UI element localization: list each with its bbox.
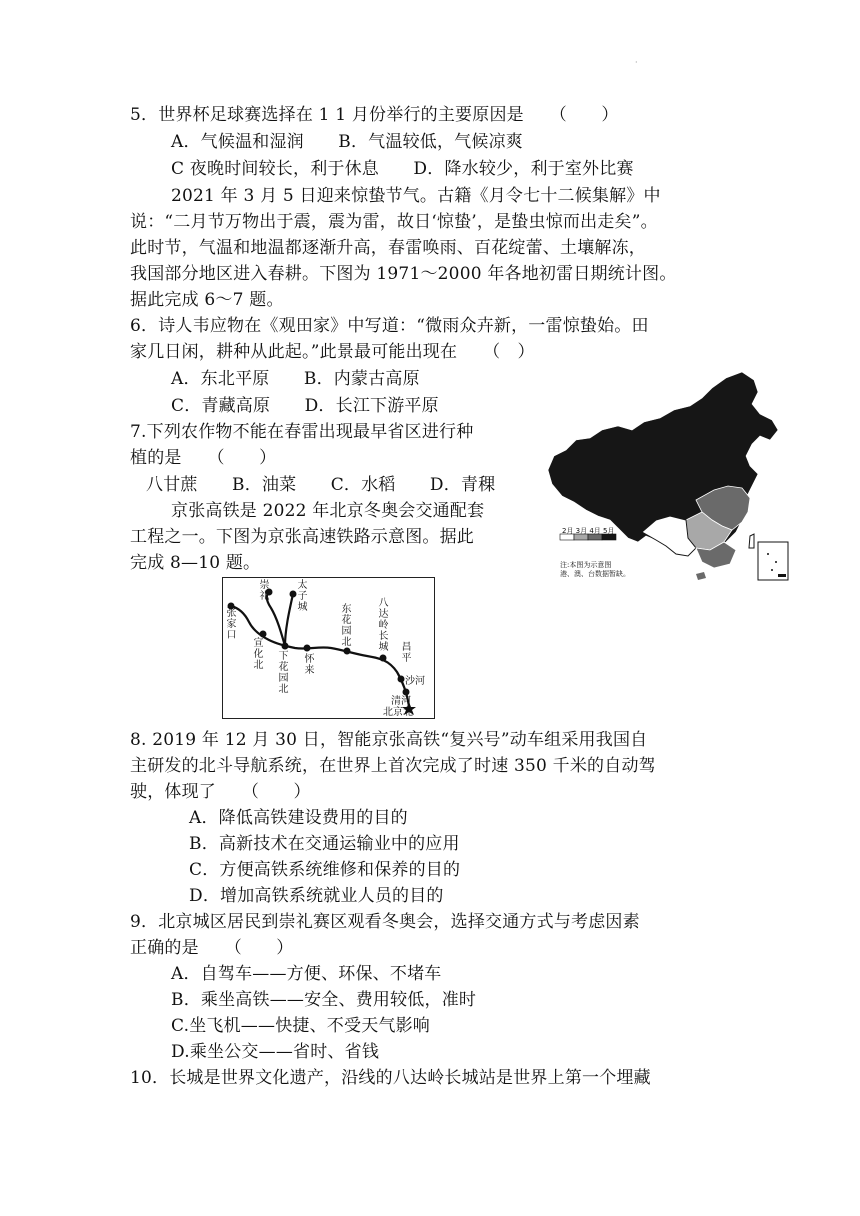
q7-stem-line2: 植的是 （ ） — [130, 448, 277, 468]
station-dot-badaling — [380, 655, 387, 662]
passage1-line5: 据此完成 6～7 题。 — [130, 290, 284, 310]
map-note-line1: 注:本图为示意图 — [560, 561, 612, 569]
q9-option-c: C.坐飞机——快捷、不受天气影响 — [171, 1016, 431, 1036]
station-dot-donghuayuanbei — [344, 648, 351, 655]
q8-option-c: C．方便高铁系统维修和保养的目的 — [189, 860, 461, 880]
q8-option-a: A．降低高铁建设费用的目的 — [189, 808, 408, 828]
station-label-zhangjiakou: 张家口 — [226, 608, 237, 641]
inset-scale — [778, 574, 786, 577]
q9-option-d: D.乘坐公交——省时、省钱 — [171, 1042, 380, 1062]
q8-stem-line2: 主研发的北斗导航系统，在世界上首次完成了时速 350 千米的自动驾 — [130, 756, 656, 776]
station-dot-taizicheng — [290, 591, 297, 598]
station-label-badaling: 八达岭长城 — [378, 598, 389, 653]
q6-stem-line1: 6．诗人韦应物在《观田家》中写道：“微雨众卉新，一雷惊蛰始。田 — [130, 316, 649, 336]
railway-taizicheng-branch — [285, 594, 293, 646]
q6-stem-line2: 家几日闲，耕种从此起。”此景最可能出现在 （ ） — [130, 342, 535, 362]
passage2-line1: 京张高铁是 2022 年北京冬奥会交通配套 — [171, 501, 485, 521]
page-dot: · — [635, 58, 638, 67]
q7-options: 八甘蔗 B．油菜 C．水稻 D．青稞 — [146, 475, 496, 495]
station-label-changping: 昌平 — [401, 642, 412, 664]
q6-options-ab: A．东北平原 B．内蒙古高原 — [171, 369, 420, 389]
station-label-shahe: 沙河 — [405, 676, 425, 687]
region-hainan — [696, 572, 706, 580]
station-label-qinghe: 清河 — [391, 696, 411, 707]
region-taiwan — [749, 534, 754, 548]
station-dot-changping — [398, 676, 405, 683]
jingzhang-railway-diagram — [222, 577, 435, 719]
map-note-line2: 港、澳、台数据暂缺。 — [560, 570, 630, 578]
china-first-thunder-map — [546, 370, 800, 584]
q9-stem-line1: 9．北京城区居民到崇礼赛区观看冬奥会，选择交通方式与考虑因素 — [130, 912, 640, 932]
station-label-chongli: 崇礼 — [259, 580, 270, 602]
q9-option-b: B．乘坐高铁——安全、费用较低，准时 — [171, 990, 477, 1010]
map-legend-months: 2月 3月 4月 5月 — [562, 527, 615, 535]
passage2-line2: 工程之一。下图为京张高速铁路示意图。据此 — [130, 527, 474, 547]
passage1-line4: 我国部分地区进入春耕。下图为 1971～2000 年各地初雷日期统计图。 — [130, 264, 677, 284]
china-map-svg — [546, 370, 800, 584]
q5-stem: 5．世界杯足球赛选择在 1 1 月份举行的主要原因是 （ ） — [130, 105, 619, 125]
passage1-line2: 说：“二月节万物出于震，震为雷，故日‘惊蛰’，是蛰虫惊而出走矣”。 — [130, 212, 658, 232]
passage1-line3: 此时节，气温和地温都逐渐升高，春雷唤雨、百花绽蕾、土壤解冻， — [130, 238, 646, 258]
q8-option-b: B．高新技术在交通运输业中的应用 — [189, 834, 460, 854]
passage2-line3: 完成 8—10 题。 — [130, 553, 261, 573]
station-label-beijingbei: 北京北 — [383, 707, 413, 718]
passage1-line1: 2021 年 3 月 5 日迎来惊蛰节气。古籍《月令七十二候集解》中 — [171, 186, 661, 206]
station-label-huailai: 怀来 — [304, 654, 315, 676]
q7-stem-line1: 7.下列农作物不能在春雷出现最早省区进行种 — [130, 422, 474, 442]
inset-island — [775, 561, 777, 563]
inset-island — [771, 569, 773, 571]
q9-option-a: A．自驾车——方便、环保、不堵车 — [171, 964, 442, 984]
station-label-xiahuayuanbei: 下花园北 — [278, 651, 289, 695]
q6-options-cd: C．青藏高原 D．长江下游平原 — [171, 396, 439, 416]
q10-stem-line1: 10．长城是世界文化遗产，沿线的八达岭长城站是世界上第一个埋藏 — [130, 1068, 651, 1088]
station-label-taizicheng: 太子城 — [297, 580, 308, 613]
q5-options-ab: A．气候温和湿润 B．气温较低，气候凉爽 — [171, 132, 523, 152]
q8-stem-line3: 驶，体现了 （ ） — [130, 782, 311, 802]
station-dot-xuanhuabei — [260, 631, 267, 638]
station-dot-xiahuayuanbei — [282, 643, 289, 650]
q8-option-d: D．增加高铁系统就业人员的目的 — [189, 886, 444, 906]
q5-options-cd: C 夜晚时间较长，利于休息 D．降水较少，利于室外比赛 — [171, 159, 634, 179]
station-label-donghuayuanbei: 东花园北 — [341, 604, 352, 648]
inset-island — [767, 553, 769, 555]
station-label-xuanhuabei: 宣化北 — [253, 638, 264, 671]
station-dot-huailai — [304, 645, 311, 652]
q8-stem-line1: 8. 2019 年 12 月 30 日，智能京张高铁“复兴号”动车组采用我国自 — [130, 730, 648, 750]
q9-stem-line2: 正确的是 （ ） — [130, 938, 294, 958]
